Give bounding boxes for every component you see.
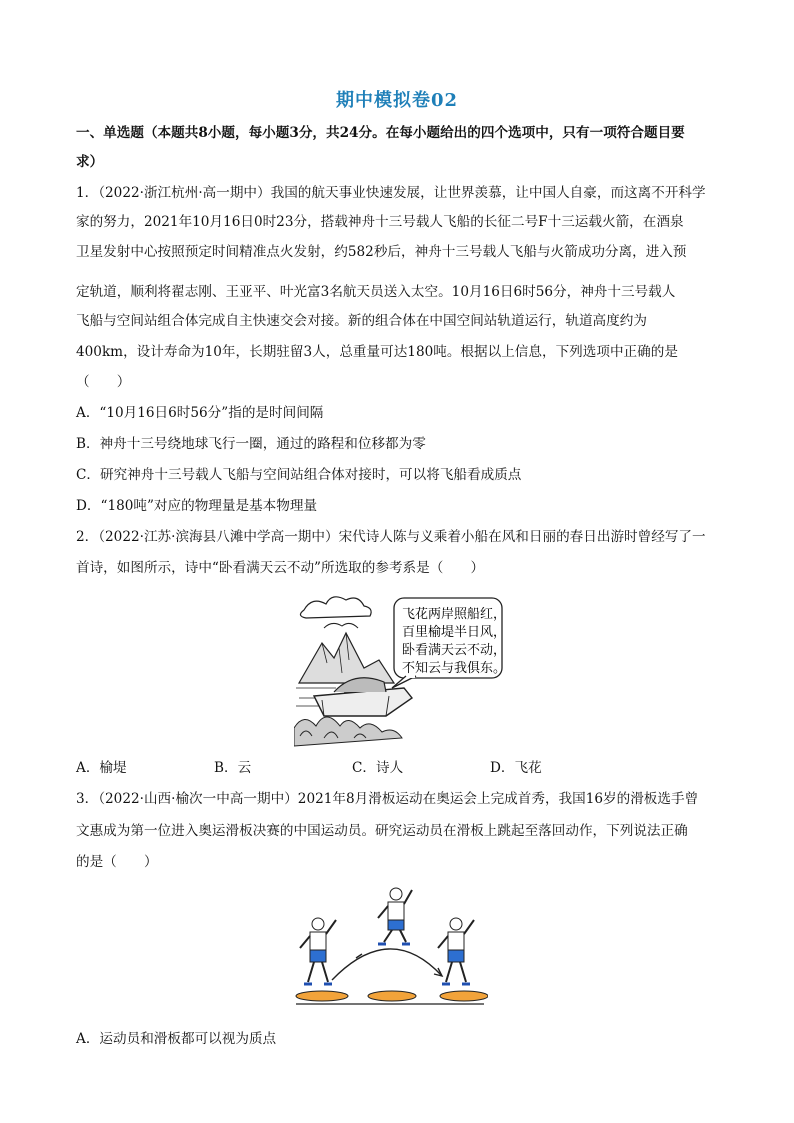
- q2-option-d: D．飞花: [490, 760, 542, 776]
- page-title: 期中模拟卷02: [335, 90, 459, 111]
- q1-line-3: 卫星发射中心按照预定时间精准点火发射，约582秒后，神舟十三号载人飞船与火箭成功分离，进入预: [76, 244, 687, 260]
- poem-line-1: 飞花两岸照船红，: [402, 607, 506, 622]
- q1-line-5: 飞船与空间站组合体完成自主快速交会对接。新的组合体在中国空间站轨道运行，轨道高度约为: [76, 313, 647, 329]
- boat-poem-illustration: [294, 588, 506, 748]
- poem-line-4: 不知云与我俱东。: [402, 661, 506, 676]
- q1-option-d: D．“180吨”对应的物理量是基本物理量: [76, 498, 318, 514]
- q2-line-1: 2．（2022·江苏·滨海县八滩中学高一期中）宋代诗人陈与义乘着小船在风和日丽的春日出游时曾经写了一: [76, 529, 706, 545]
- section-heading-line-1: 一、单选题（本题共8小题，每小题3分，共24分。在每小题给出的四个选项中，只有一项符合题目要: [76, 125, 685, 141]
- q2-option-a: A．榆堤: [76, 760, 127, 776]
- q1-option-a: A．“10月16日6时56分”指的是时间间隔: [76, 405, 324, 421]
- section-heading-line-2: 求）: [76, 154, 104, 170]
- q2-option-c: C．诗人: [352, 760, 404, 776]
- poem-line-3: 卧看满天云不动，: [402, 643, 506, 658]
- q1-line-1: 1．（2022·浙江杭州·高一期中）我国的航天事业快速发展，让世界羡慕，让中国人自豪，而这离不开科学: [76, 185, 706, 201]
- q3-line-3: 的是（ ）: [76, 854, 158, 870]
- q1-line-6: 400km，设计寿命为10年，长期驻留3人，总重量可达180吨。根据以上信息，下列选项中正确的是: [76, 344, 678, 360]
- q1-line-7: （ ）: [76, 374, 131, 390]
- q3-line-2: 文惠成为第一位进入奥运滑板决赛的中国运动员。研究运动员在滑板上跳起至落回动作，下列说法正确: [76, 823, 688, 839]
- q1-line-2: 家的努力，2021年10月16日0时23分，搭载神舟十三号载人飞船的长征二号F十三运载火箭，在酒泉: [76, 214, 684, 230]
- q1-line-4: 定轨道，顺利将翟志刚、王亚平、叶光富3名航天员送入太空。10月16日6时56分，神舟十三号载人: [76, 284, 676, 300]
- skateboard-jump-illustration: [292, 884, 488, 1008]
- q3-line-1: 3．（2022·山西·榆次一中高一期中）2021年8月滑板运动在奥运会上完成首秀，我国16岁的滑板选手曾: [76, 791, 699, 807]
- q2-line-2: 首诗，如图所示，诗中“卧看满天云不动”所选取的参考系是（ ）: [76, 560, 485, 576]
- poem-line-2: 百里榆堤半日风，: [402, 625, 506, 640]
- q2-option-b: B．云: [214, 760, 252, 776]
- q1-option-c: C．研究神舟十三号载人飞船与空间站组合体对接时，可以将飞船看成质点: [76, 467, 522, 483]
- q1-option-b: B．神舟十三号绕地球飞行一圈，通过的路程和位移都为零: [76, 436, 426, 452]
- q3-option-a: A．运动员和滑板都可以视为质点: [76, 1031, 277, 1047]
